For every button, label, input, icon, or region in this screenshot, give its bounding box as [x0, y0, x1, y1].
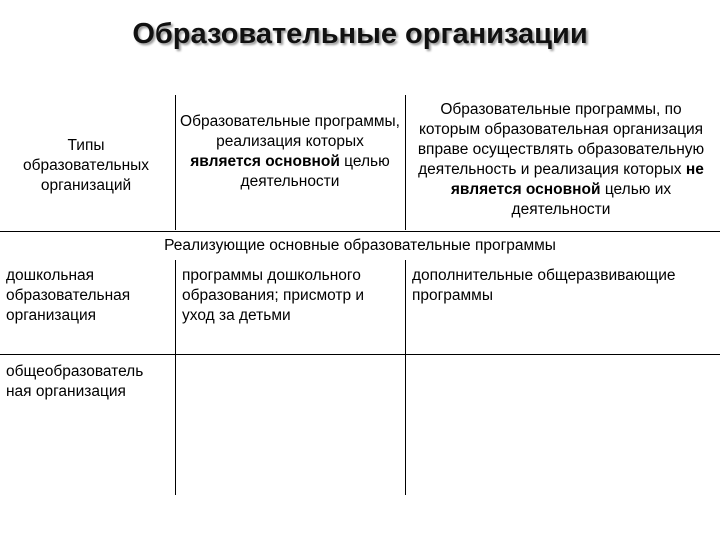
divider-h-header: [0, 231, 720, 232]
header-col-main-text-2: целью деятельности: [240, 153, 390, 190]
divider-v-1-top: [175, 95, 176, 230]
header-col-additional-text-1: Образовательные программы, по которым образовательная организация вправе осуществлять образовательную деятельность и реализация которых: [417, 101, 705, 178]
row-1-additional-programs: дополнительные общеразвивающие программы: [412, 267, 676, 304]
header-col-main-programs: [180, 112, 400, 192]
header-col-main-text-1: Образовательные программы, реализация которых: [180, 113, 400, 150]
divider-v-2-top: [405, 95, 406, 230]
row-1-main-programs: программы дошкольного образования; присмотр и уход за детьми: [182, 267, 365, 324]
header-col-additional-text-2: целью их деятельности: [511, 181, 672, 218]
header-col-additional-bold: не является основной: [450, 161, 704, 198]
header-col-main-bold: является основной: [190, 153, 340, 170]
divider-v-1-body: [175, 260, 176, 495]
header-col-additional-programs: [408, 100, 714, 220]
section-title: Реализующие основные образовательные программы: [164, 237, 556, 254]
page-title: Образовательные организации: [132, 18, 588, 50]
header-col-type: [6, 136, 166, 196]
divider-h-row: [0, 354, 720, 355]
header-col-type-label: Типы образовательных организаций: [22, 137, 150, 194]
divider-v-2-body: [405, 260, 406, 495]
row-2-type: общеобразователь ная организация: [6, 363, 144, 400]
row-1-type: дошкольная образовательная организация: [6, 267, 131, 324]
